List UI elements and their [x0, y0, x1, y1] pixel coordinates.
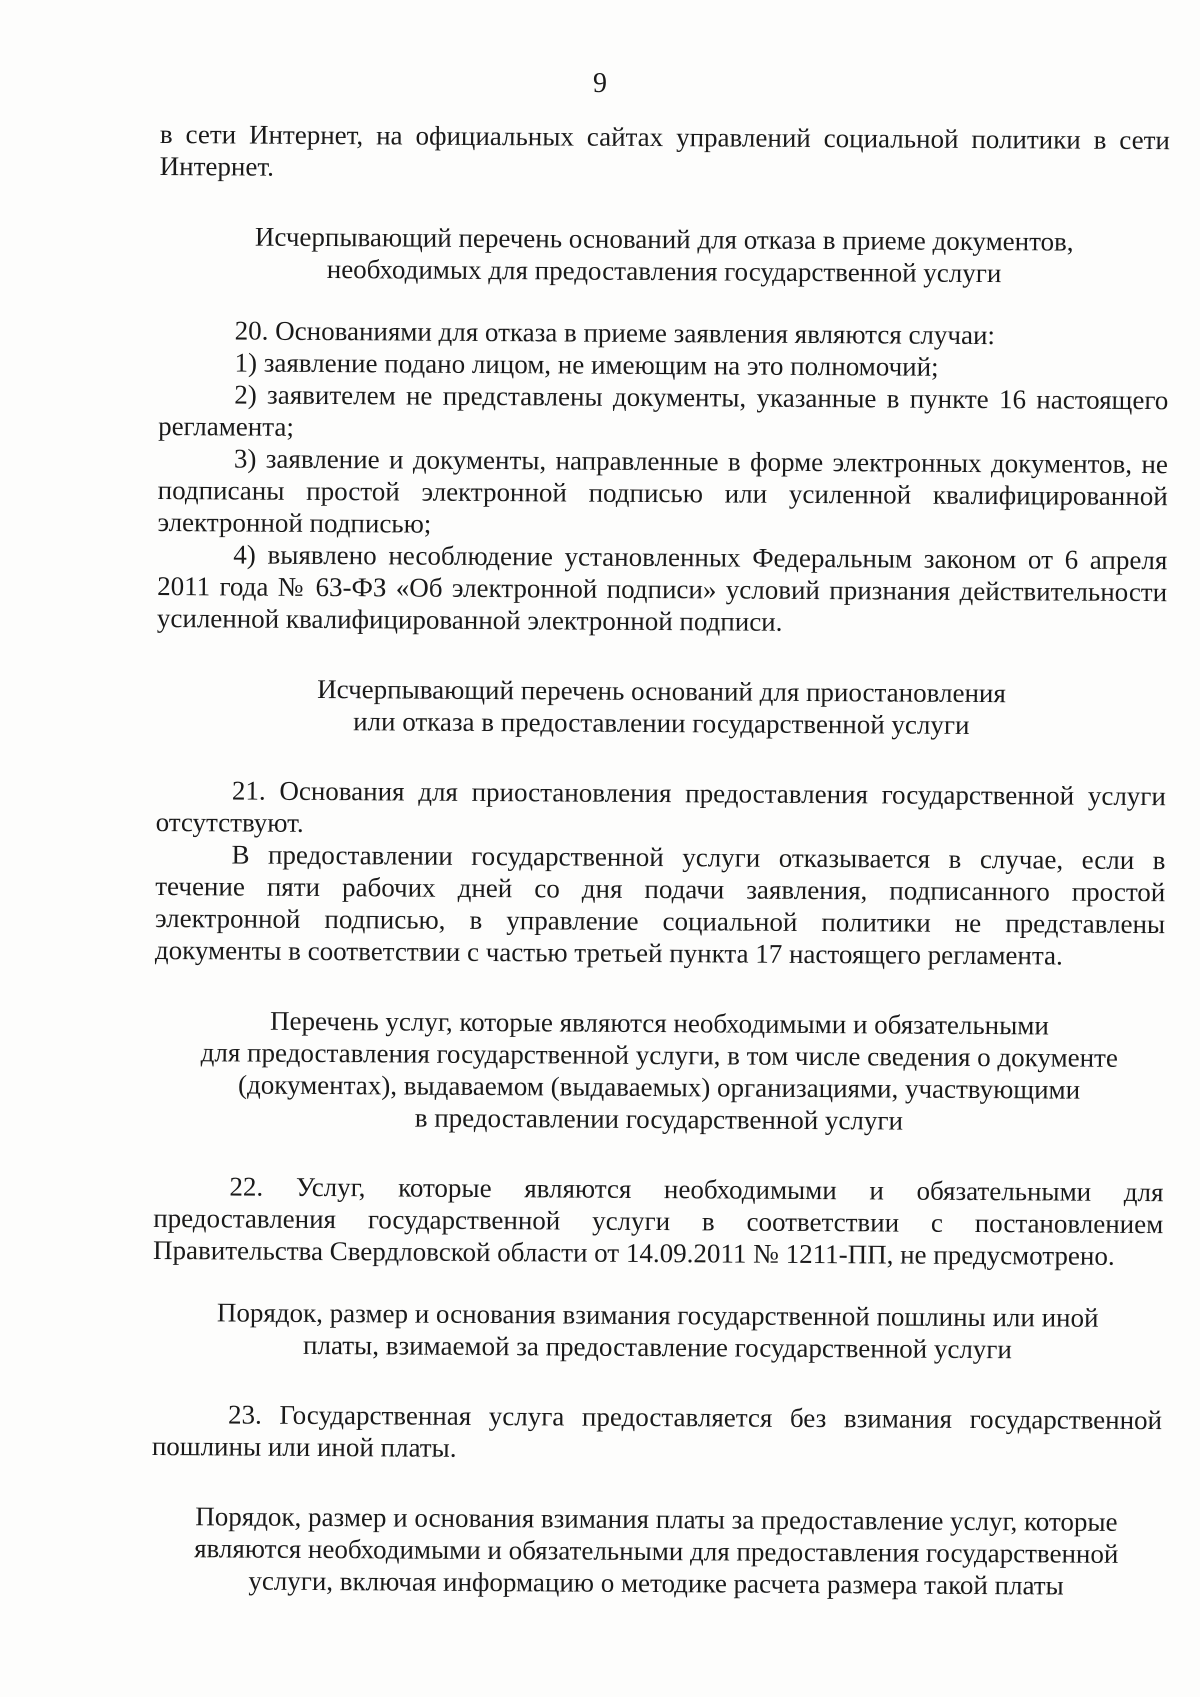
clause-20-item-1: 1) заявление подано лицом, не имеющим на это полномочий; — [234, 347, 939, 382]
heading-line: (документах), выдаваемом (выдаваемых) организациями, участвующими — [237, 1069, 1081, 1105]
heading-suspension — [156, 672, 1166, 742]
heading-line: Порядок, размер и основания взимания платы за предоставление услуг, которые — [195, 1501, 1118, 1537]
clause-23: 23. Государственная услуга предоставляется без взимания государственной пошлины или иной платы. — [151, 1399, 1163, 1463]
spacer — [155, 966, 1165, 1010]
clause-20-item-2: 2) заявителем не представлены документы, указанные в пункте 16 настоящего регламента; — [158, 379, 1169, 442]
heading-line: услуги, включая информацию о методике расчета размера такой платы — [248, 1565, 1064, 1601]
heading-state-fee — [152, 1296, 1162, 1366]
intro-paragraph: в сети Интернет, на официальных сайтах управлений социальной политики в сети Интернет. — [159, 118, 1170, 182]
heading-line: необходимых для предоставления государственной услуги — [326, 254, 1002, 289]
spacer — [152, 1462, 1162, 1506]
heading-line: платы, взимаемой за предоставление государственной услуги — [303, 1329, 1012, 1365]
clause-20-item-4: 4) выявлено несоблюдение установленных Федеральным законом от 6 апреля 2011 года № 63-ФЗ «Об электронной подписи» условий признания действительности усиленной квалифицированной электронной подписи. — [156, 539, 1168, 637]
heading-required-services — [154, 1004, 1165, 1138]
clause-20-item-3: 3) заявление и документы, направленные в форме электронных документов, не подписаны простой электронной подписью или усиленной квалифицированной электронной подписью; — [157, 443, 1168, 539]
clause-22: 22. Услуг, которые являются необходимыми и обязательными для предоставления государственной услуги в соответствии с постановлением Правительства Свердловской области от 14.09.2011 № 1211-ПП, не предусмотрено. — [152, 1171, 1164, 1271]
spacer — [156, 736, 1166, 780]
heading-line: Порядок, размер и основания взимания государственной пошлины или иной — [216, 1297, 1099, 1333]
heading-line: Исчерпывающий перечень оснований для приостановления — [317, 673, 1006, 709]
spacer — [159, 182, 1169, 226]
clause-21: 21. Основания для приостановления предоставления государственной услуги отсутствуют. — [155, 775, 1166, 838]
heading-line: Перечень услуг, которые являются необходимыми и обязательными — [270, 1005, 1049, 1041]
heading-service-fee-method — [151, 1500, 1162, 1602]
page-number: 9 — [593, 68, 607, 99]
clause-21-refusal: В предоставлении государственной услуги отказывается в случае, если в течение пяти рабочих дней со дня подачи заявления, подписанного простой электронной подписью, в управление социальной политики не представлены документы в соответствии с частью третьей пункта 17 настоящего регламента. — [154, 839, 1166, 971]
heading-line: являются необходимыми и обязательными для предоставления государственной — [194, 1533, 1119, 1569]
heading-line: для предоставления государственной услуги, в том числе сведения о документе — [200, 1037, 1118, 1073]
spacer — [154, 1132, 1164, 1176]
spacer — [152, 1360, 1162, 1404]
document-body — [151, 118, 1170, 1602]
heading-refusal-documents — [159, 220, 1169, 290]
heading-line: в предоставлении государственной услуги — [414, 1102, 904, 1136]
clause-20: 20. Основаниями для отказа в приеме заявления являются случаи: — [234, 315, 996, 351]
spacer — [157, 634, 1167, 678]
heading-line: Исчерпывающий перечень оснований для отказа в приеме документов, — [254, 221, 1074, 257]
heading-line: или отказа в предоставлении государственной услуги — [353, 706, 970, 740]
